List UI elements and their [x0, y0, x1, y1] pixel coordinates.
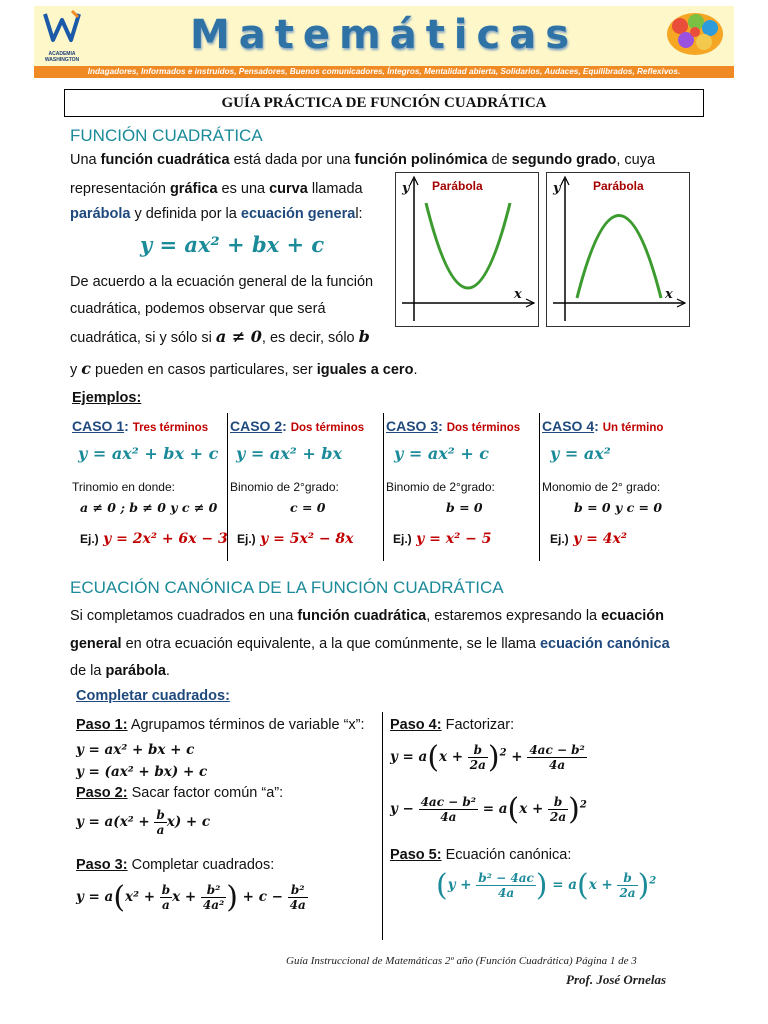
case1-equation: y = ax² + bx + c: [78, 444, 219, 463]
s1-line6: [70, 328, 370, 347]
step2-eq: y = a(x² + $\frac{b}{a}$ x) + c: [76, 808, 211, 837]
case4-equation: y = ax²: [550, 444, 611, 463]
text: de: [487, 152, 512, 168]
step4: [390, 716, 514, 734]
text: a ≠ 0: [215, 327, 262, 346]
s2-line3: [70, 662, 170, 680]
text: llamada: [307, 181, 363, 197]
text: curva: [269, 181, 308, 197]
case4-header: CASO 4: Un término: [542, 418, 664, 434]
step1-eq2: y = (ax² + bx) + c: [76, 764, 208, 780]
text: Ecuación canónica:: [441, 847, 572, 863]
text: iguales a cero: [316, 362, 414, 378]
text: gráfica: [169, 181, 218, 197]
text: general: [70, 636, 122, 652]
case2-condition: c = 0: [290, 500, 326, 515]
graph1-y-label: y: [402, 181, 410, 196]
case1-title: CASO 1: [72, 418, 125, 434]
logo-text-1: ACADEMIA: [48, 51, 76, 57]
case3-example: [393, 530, 491, 548]
text: Paso 5:: [390, 847, 442, 863]
case2-title: CASO 2: [230, 418, 283, 434]
case3-title: CASO 3: [386, 418, 439, 434]
footer-line1: Guía Instruccional de Matemáticas 2º año (Función Cuadrática) Página 1 de 3: [286, 955, 637, 967]
case4-condition: b = 0 y c = 0: [574, 500, 663, 515]
text: función cuadrática: [100, 152, 230, 168]
graph2-label: Parábola: [593, 179, 644, 193]
text: , cuya: [616, 152, 656, 168]
case2-desc: Binomio de 2°grado:: [230, 480, 339, 494]
text: , estaremos expresando la: [426, 608, 602, 624]
text: Ej.): [237, 532, 256, 546]
text: b: [358, 327, 370, 346]
s1-line5: cuadrática, podemos observar que será: [70, 301, 326, 317]
text: .: [413, 362, 418, 378]
text: ecuación: [601, 608, 664, 624]
step1-eq1: y = ax² + bx + c: [76, 742, 195, 758]
case3-header: CASO 3: Dos términos: [386, 418, 521, 434]
case1-desc: Trinomio en donde:: [72, 480, 175, 494]
text: está dada por una: [229, 152, 355, 168]
text: función polinómica: [354, 152, 488, 168]
text: Completar cuadrados:: [127, 857, 275, 873]
case2-equation: y = ax² + bx: [236, 444, 343, 463]
case4-title: CASO 4: [542, 418, 595, 434]
case1-condition: a ≠ 0 ; b ≠ 0 y c ≠ 0: [80, 500, 218, 515]
brain-icon: [662, 8, 728, 60]
page-title: Matemáticas: [189, 12, 579, 58]
logo-text-2: WASHINGTON: [44, 57, 80, 63]
text: Paso 2:: [76, 785, 128, 801]
case2-example: [237, 530, 354, 548]
text: función cuadrática: [297, 608, 427, 624]
graph1-x-label: x: [514, 287, 522, 302]
text: Ej.): [393, 532, 412, 546]
text: cuadrática, si y sólo si: [70, 330, 216, 346]
case-divider: [383, 413, 384, 561]
text: Agrupamos términos de variable “x”:: [127, 717, 365, 733]
step4-eq1: y = a(x + $\frac{b}{2a}$ )$^2$ + $\frac{\text{4ac − b²}}{4a}$: [390, 740, 585, 775]
text: c: [81, 359, 92, 378]
examples-label: Ejemplos:: [72, 390, 142, 406]
graph-downward-parabola: [546, 172, 690, 327]
case3-condition: b = 0: [446, 500, 483, 515]
step2: [76, 784, 283, 802]
steps-divider: [382, 712, 383, 940]
s1-line3: [70, 205, 363, 223]
text: parábola: [70, 206, 131, 222]
text: y = 4x²: [573, 531, 627, 547]
s1-line1: [70, 151, 700, 169]
s2-line2: [70, 635, 670, 653]
complete-squares-title: Completar cuadrados:: [76, 688, 230, 704]
case3-equation: y = ax² + c: [394, 444, 490, 463]
text: de la: [70, 663, 106, 679]
case3-subtitle: Dos términos: [446, 422, 521, 434]
text: y: [70, 362, 82, 378]
text: segundo grado: [511, 152, 617, 168]
text: Si completamos cuadrados en una: [70, 608, 298, 624]
text: representación: [70, 181, 170, 197]
case4-example: [550, 530, 627, 548]
text: Ej.): [550, 532, 569, 546]
text: y = x² − 5: [416, 531, 492, 547]
step5: [390, 846, 571, 864]
case-divider: [539, 413, 540, 561]
text: y definida por la: [130, 206, 241, 222]
case2-subtitle: Dos términos: [290, 422, 365, 434]
values-bar: Indagadores, Informados e instruidos, Pensadores, Buenos comunicadores, Íntegros, Mentalidad abierta, Solidarios, Audaces, Equilibrados, Reflexivos.: [34, 66, 734, 78]
text: y = 5x² − 8x: [260, 531, 354, 547]
case1-subtitle: Tres términos: [132, 422, 209, 434]
graph-upward-parabola: [395, 172, 539, 327]
text: Sacar factor común “a”:: [127, 785, 284, 801]
section2-heading: ECUACIÓN CANÓNICA DE LA FUNCIÓN CUADRÁTICA: [70, 578, 504, 597]
text: Paso 1:: [76, 717, 128, 733]
text: parábola: [105, 663, 166, 679]
case1-example: [80, 530, 228, 548]
general-equation: y = ax² + bx + c: [140, 232, 325, 257]
step4-eq2: y − $\frac{\text{4ac − b²}}{4a}$ = a(x + $\frac{b}{2a}$ )$^2$: [390, 792, 587, 827]
guide-title: GUÍA PRÁCTICA DE FUNCIÓN CUADRÁTICA: [64, 89, 704, 117]
case2-header: CASO 2: Dos términos: [230, 418, 365, 434]
text: Ej.): [80, 532, 99, 546]
s1-line7: [70, 360, 417, 379]
case4-desc: Monomio de 2° grado:: [542, 480, 661, 494]
text: l:: [355, 206, 363, 222]
text: , es decir, sólo: [261, 330, 359, 346]
text: Factorizar:: [441, 717, 515, 733]
text: es una: [217, 181, 270, 197]
graph1-label: Parábola: [432, 179, 483, 193]
case1-header: CASO 1: Tres términos: [72, 418, 209, 434]
text: y = 2x² + 6x − 3: [103, 531, 228, 547]
text: .: [165, 663, 170, 679]
text: Paso 3:: [76, 857, 128, 873]
footer-author: Prof. José Ornelas: [566, 972, 667, 987]
text: Paso 4:: [390, 717, 442, 733]
case3-desc: Binomio de 2°grado:: [386, 480, 495, 494]
step3-eq: y = a(x² + $\frac{b}{a}$ x + $\frac{\text{b²}}{\text{4a²}}$ ) + c − $\frac{\text{b²}}{4a}$: [76, 880, 306, 915]
s2-line1: [70, 607, 664, 625]
text: pueden en casos particulares, ser: [91, 362, 317, 378]
case4-subtitle: Un término: [602, 422, 664, 434]
text: ecuación genera: [240, 206, 356, 222]
step3: [76, 856, 274, 874]
canonical-equation: (y + $\frac{\text{b² − 4ac}}{4a}$ ) = a(x + $\frac{b}{2a}$ )$^2$: [436, 868, 657, 903]
graph2-y-label: y: [553, 181, 561, 196]
graph2-x-label: x: [665, 287, 673, 302]
text: Una: [70, 152, 101, 168]
step1: [76, 716, 365, 734]
text: en otra ecuación equivalente, a la que comúnmente, se le llama: [121, 636, 540, 652]
section1-heading: FUNCIÓN CUADRÁTICA: [70, 126, 263, 145]
text: ecuación canónica: [539, 636, 670, 652]
s1-line4: De acuerdo a la ecuación general de la función: [70, 274, 374, 290]
s1-line2: [70, 180, 363, 198]
